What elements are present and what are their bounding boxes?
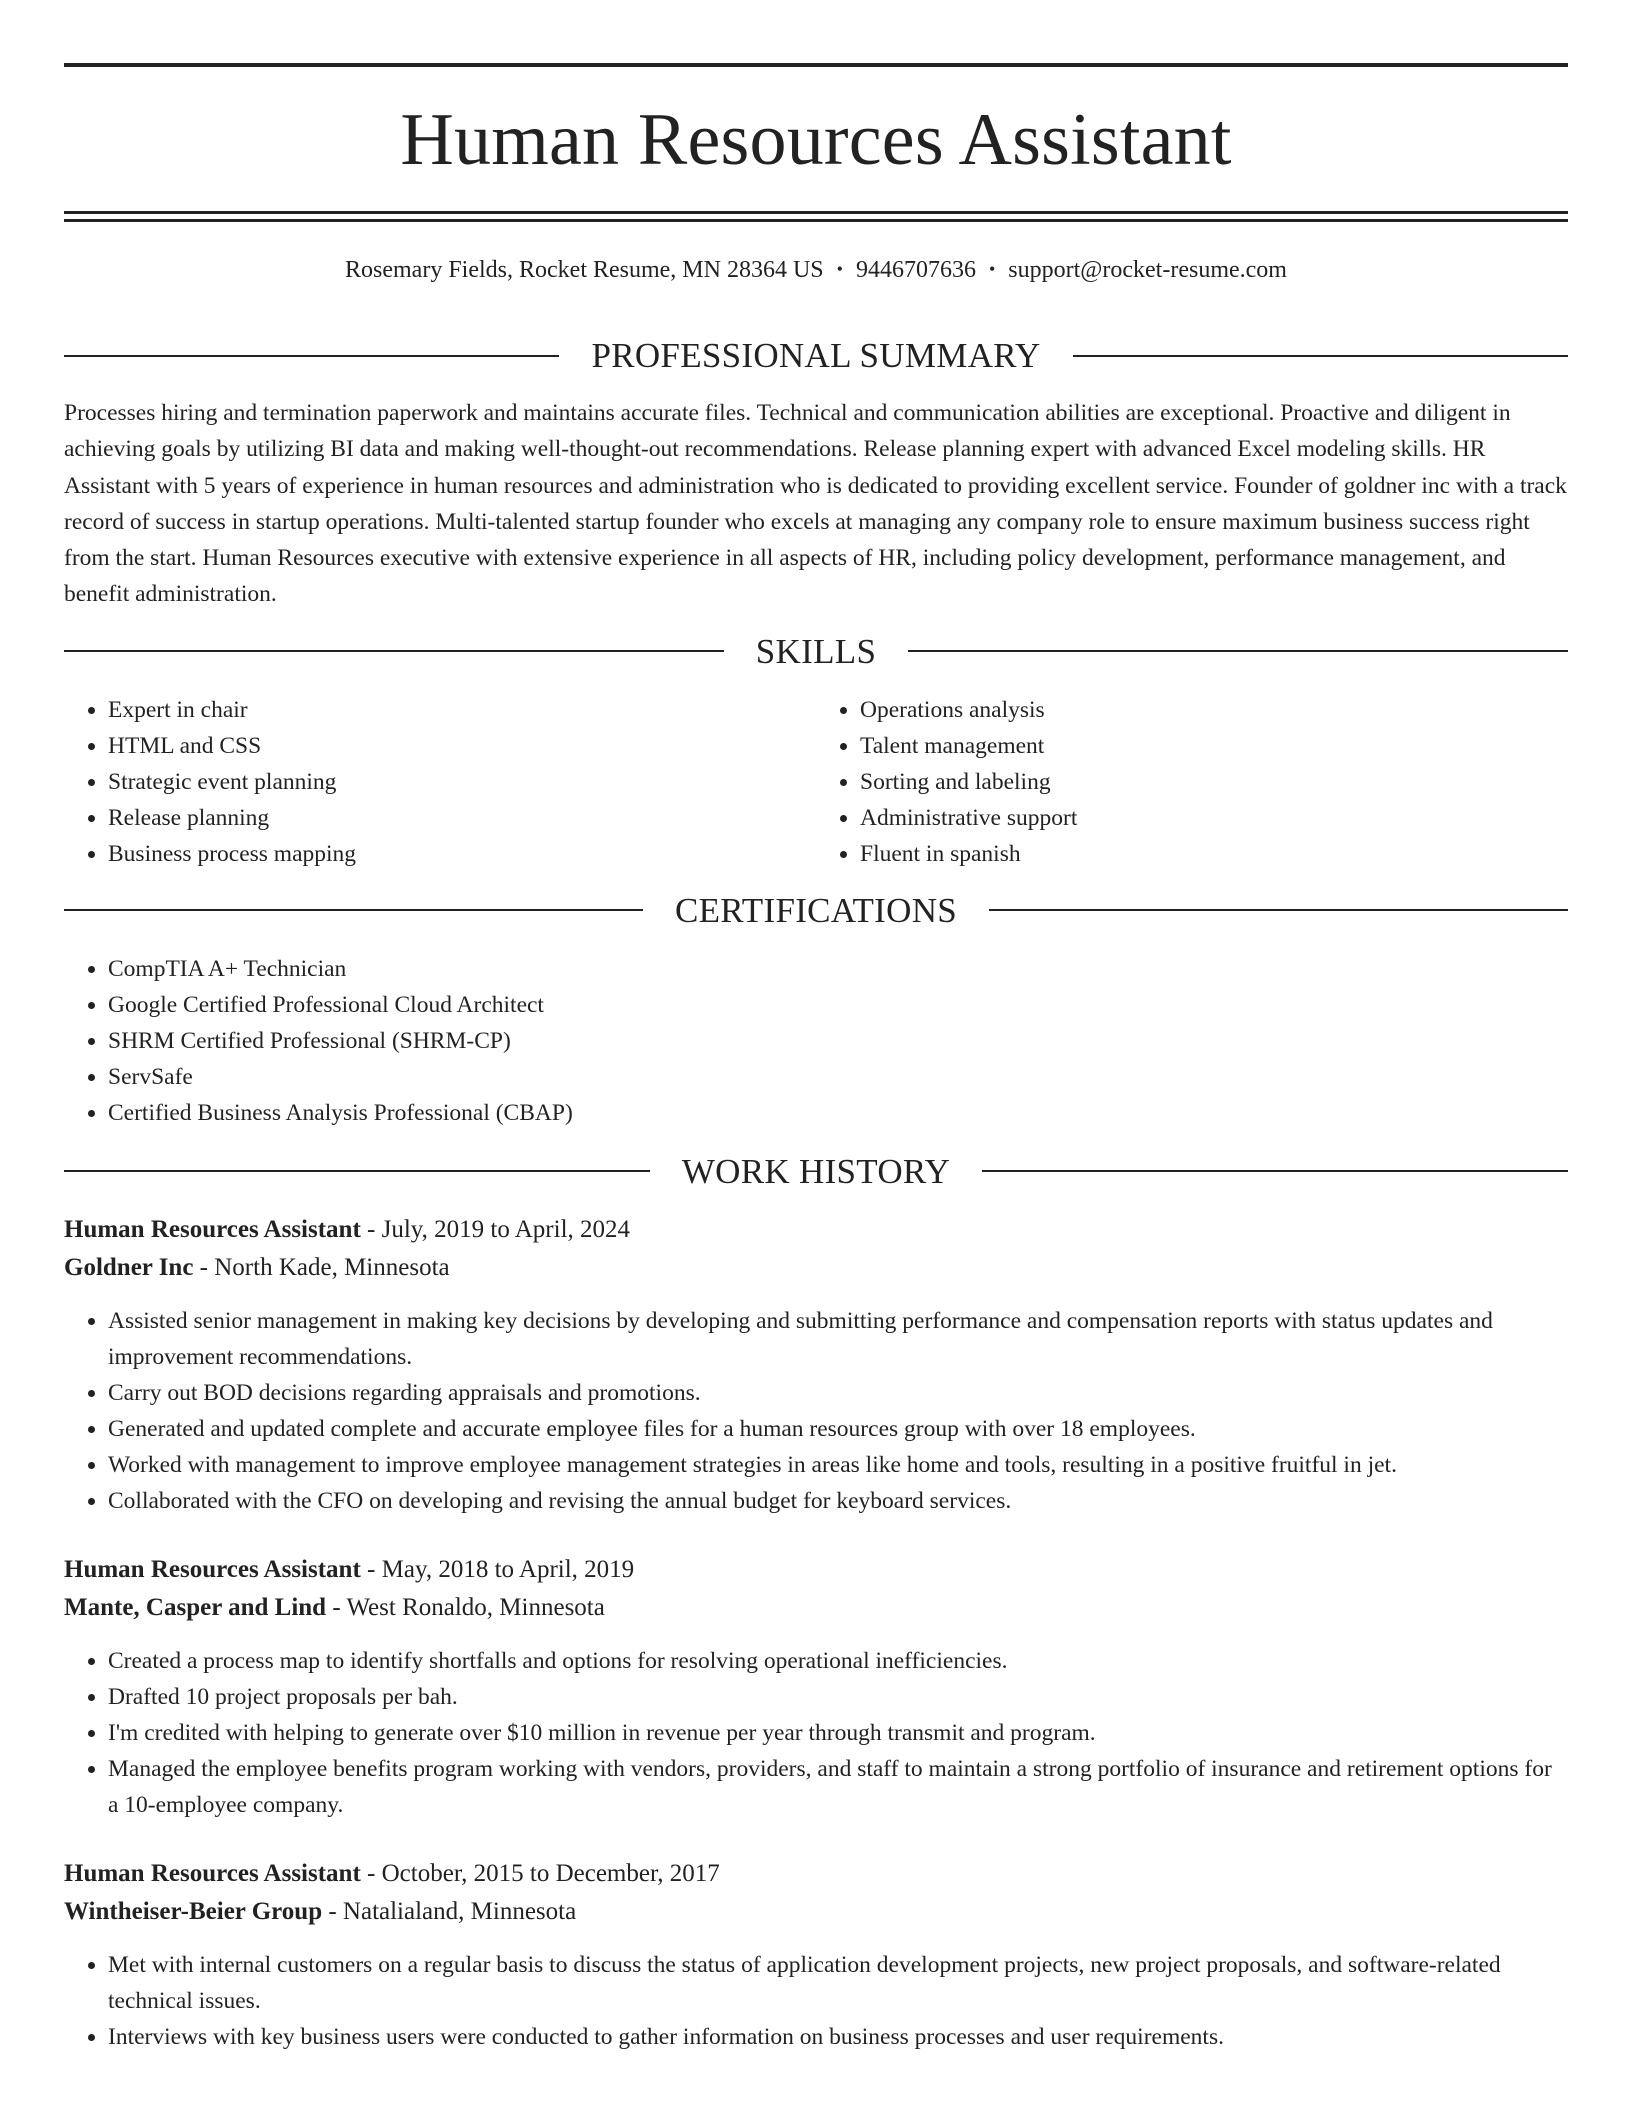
job-title-line: [64, 1551, 1568, 1589]
skills-list: [64, 692, 1568, 872]
resume-page: [64, 0, 1568, 2055]
job-bullet: • Met with internal customers on a regular basis to discuss the status of application development projects, new project proposals, and software-related technical issues.: [108, 1947, 1568, 2019]
job-company-line: [64, 1893, 1568, 1931]
section-title: SKILLS: [755, 631, 877, 671]
certification-item: • SHRM Certified Professional (SHRM-CP): [108, 1023, 1568, 1059]
contact-separator: •: [988, 259, 996, 279]
job-role: Human Resources Assistant: [64, 1555, 361, 1583]
job-bullet: • I'm credited with helping to generate over $10 million in revenue per year through transmit and program.: [108, 1715, 1568, 1751]
section-heading-skills: [64, 631, 1568, 671]
job-title-line: [64, 1211, 1568, 1249]
job-location: - North Kade, Minnesota: [193, 1253, 450, 1281]
job-title-line: [64, 1855, 1568, 1893]
job-bullets: [64, 1947, 1568, 2055]
heading-rule: [64, 650, 724, 652]
skill-item: • Talent management: [860, 728, 1568, 764]
heading-rule: [1073, 355, 1568, 357]
job-dates: - July, 2019 to April, 2024: [360, 1215, 631, 1243]
skills-column-left: [64, 692, 816, 872]
job-entry: [64, 1211, 1568, 1519]
job-entry: [64, 1855, 1568, 2055]
section-title: PROFESSIONAL SUMMARY: [591, 336, 1041, 375]
skill-item: • HTML and CSS: [108, 728, 816, 764]
job-bullet: • Carry out BOD decisions regarding appraisals and promotions.: [108, 1375, 1568, 1411]
job-bullet: • Generated and updated complete and accurate employee files for a human resources group with over 18 employees.: [108, 1411, 1568, 1447]
skill-item: • Sorting and labeling: [860, 764, 1568, 800]
heading-rule: [989, 909, 1568, 911]
contact-line: [64, 258, 1568, 282]
job-role: Human Resources Assistant: [64, 1215, 361, 1243]
job-company: Goldner Inc: [64, 1253, 194, 1281]
job-bullets: [64, 1643, 1568, 1823]
section-heading-certifications: [64, 890, 1568, 930]
job-bullet: • Worked with management to improve employee management strategies in areas like home and tools, resulting in a positive fruitful in jet.: [108, 1447, 1568, 1483]
skills-column-right: [816, 692, 1568, 872]
job-bullet: • Collaborated with the CFO on developing and revising the annual budget for keyboard services.: [108, 1483, 1568, 1519]
heading-rule: [64, 1170, 650, 1172]
job-bullet: • Drafted 10 project proposals per bah.: [108, 1679, 1568, 1715]
heading-rule: [64, 909, 643, 911]
contact-address: Rosemary Fields, Rocket Resume, MN 28364 US: [345, 257, 824, 283]
contact-email: support@rocket-resume.com: [1008, 257, 1287, 283]
skill-item: • Business process mapping: [108, 836, 816, 872]
skill-item: • Fluent in spanish: [860, 836, 1568, 872]
job-company: Mante, Casper and Lind: [64, 1593, 327, 1621]
skill-item: • Strategic event planning: [108, 764, 816, 800]
contact-phone: 9446707636: [855, 257, 976, 283]
job-location: - Natalialand, Minnesota: [322, 1897, 577, 1925]
job-bullet: • Assisted senior management in making key decisions by developing and submitting performance and compensation reports with status updates and improvement recommendations.: [108, 1303, 1568, 1375]
skill-item: • Administrative support: [860, 800, 1568, 836]
job-dates: - October, 2015 to December, 2017: [360, 1859, 720, 1887]
job-role: Human Resources Assistant: [64, 1859, 361, 1887]
job-company: Wintheiser-Beier Group: [64, 1897, 323, 1925]
section-title: WORK HISTORY: [681, 1151, 951, 1191]
skill-item: • Expert in chair: [108, 692, 816, 728]
heading-rule: [982, 1170, 1568, 1172]
certification-item: • ServSafe: [108, 1059, 1568, 1095]
title-double-rule: [64, 211, 1568, 222]
job-bullet: • Interviews with key business users were conducted to gather information on business processes and user requirements.: [108, 2019, 1568, 2055]
skill-item: • Operations analysis: [860, 692, 1568, 728]
certifications-list: [64, 951, 1568, 1131]
heading-rule: [908, 650, 1568, 652]
certification-item: • CompTIA A+ Technician: [108, 951, 1568, 987]
job-company-line: [64, 1589, 1568, 1627]
certification-item: • Google Certified Professional Cloud Architect: [108, 987, 1568, 1023]
skill-item: • Release planning: [108, 800, 816, 836]
job-bullets: [64, 1303, 1568, 1519]
certification-item: • Certified Business Analysis Professional (CBAP): [108, 1095, 1568, 1131]
job-dates: - May, 2018 to April, 2019: [360, 1555, 635, 1583]
job-bullet: • Created a process map to identify shortfalls and options for resolving operational inefficiencies.: [108, 1643, 1568, 1679]
section-heading-work-history: [64, 1151, 1568, 1191]
resume-title: Human Resources Assistant: [400, 99, 1232, 181]
section-heading-summary: [64, 338, 1568, 373]
section-title: CERTIFICATIONS: [674, 890, 958, 930]
top-rule: [64, 63, 1568, 67]
contact-separator: •: [836, 259, 843, 279]
summary-text: Processes hiring and termination paperwork and maintains accurate files. Technical and communication abilities are exceptional. Proactive and diligent in achieving goals by utilizing BI data and making well-thought-out recommendations. Release planning expert with advanced Excel modeling skills. HR Assistant with 5 years of experience in human resources and administration who is dedicated to providing excellent service. Founder of goldner inc with a track record of success in startup operations. Multi-talented startup founder who excels at managing any company role to ensure maximum business success right from the start. Human Resources executive with extensive experience in all aspects of HR, including policy development, performance management, and benefit administration.: [64, 400, 1567, 608]
job-entry: [64, 1551, 1568, 1823]
job-location: - West Ronaldo, Minnesota: [326, 1593, 605, 1621]
job-bullet: • Managed the employee benefits program working with vendors, providers, and staff to maintain a strong portfolio of insurance and retirement options for a 10-employee company.: [108, 1751, 1568, 1823]
job-company-line: [64, 1249, 1568, 1287]
heading-rule: [64, 355, 559, 357]
